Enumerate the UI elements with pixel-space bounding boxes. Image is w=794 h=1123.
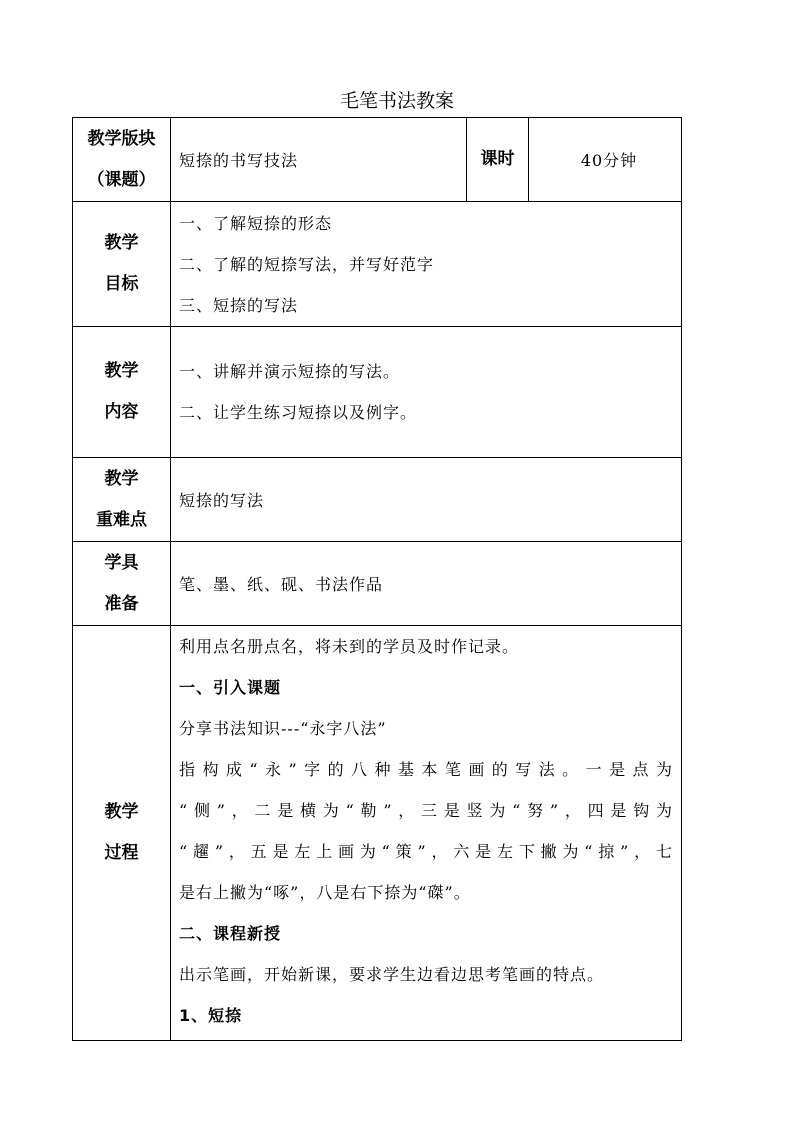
keypoints-label-line1: 教学 <box>104 468 139 489</box>
goal-item: 一、了解短捺的形态 <box>179 213 333 233</box>
keypoints-value: 短捺的写法 <box>171 458 682 542</box>
process-heading: 一、引入课题 <box>179 678 282 697</box>
module-label-line2: （课题） <box>87 169 156 190</box>
content-row <box>73 327 682 458</box>
goals-row <box>73 202 682 327</box>
page-title: 毛笔书法教案 <box>339 90 454 112</box>
goals-cell <box>171 202 682 327</box>
content-label-line2: 内容 <box>104 402 139 422</box>
content-label-cell <box>73 327 171 458</box>
goals-label-line1: 教学 <box>104 233 139 253</box>
period-label: 课时 <box>467 118 529 202</box>
process-line: 分享书法知识---“永字八法” <box>179 719 387 738</box>
materials-row <box>73 542 682 626</box>
goals-label-cell <box>73 202 171 327</box>
header-row <box>73 118 682 202</box>
process-row <box>73 626 682 1041</box>
content-cell <box>171 327 682 458</box>
goal-item: 二、了解的短捺写法，并写好范字 <box>179 254 435 274</box>
module-label-cell <box>73 118 171 202</box>
process-label-line1: 教学 <box>104 802 139 822</box>
process-heading: 1、短捺 <box>179 1006 243 1025</box>
keypoints-label-cell <box>73 458 171 542</box>
process-cell <box>171 626 682 1041</box>
process-line: 出示笔画，开始新课，要求学生边看边思考笔画的特点。 <box>179 965 605 984</box>
process-paragraph-line: 是右上撇为“啄”，八是右下捺为“磔”。 <box>179 883 471 902</box>
keypoints-label-line2: 重难点 <box>96 509 147 530</box>
goals-label-line2: 目标 <box>104 274 139 294</box>
materials-label-line1: 学具 <box>104 552 139 573</box>
materials-label-cell <box>73 542 171 626</box>
process-paragraph-line: 指构成“永”字的八种基本笔画的写法。一是点为 <box>179 760 673 779</box>
content-item: 一、讲解并演示短捺的写法。 <box>179 362 401 381</box>
goal-item: 三、短捺的写法 <box>179 295 299 315</box>
process-paragraph-line: “侧”，二是横为“勒”，三是竖为“努”，四是钩为 <box>179 801 673 820</box>
content-label-line1: 教学 <box>104 361 139 381</box>
materials-value: 笔、墨、纸、砚、书法作品 <box>171 542 682 626</box>
module-value: 短捺的书写技法 <box>171 118 467 202</box>
period-value: 40分钟 <box>529 118 682 202</box>
process-line: 利用点名册点名，将未到的学员及时作记录。 <box>179 637 520 656</box>
content-item: 二、让学生练习短捺以及例字。 <box>179 403 418 422</box>
lesson-plan-table <box>72 117 682 1041</box>
process-label-line2: 过程 <box>104 843 139 863</box>
keypoints-row <box>73 458 682 542</box>
process-label-cell <box>73 626 171 1041</box>
process-heading: 二、课程新授 <box>179 924 282 943</box>
process-paragraph-line: “趯”，五是左上画为“策”，六是左下撇为“掠”，七 <box>179 842 673 861</box>
materials-label-line2: 准备 <box>104 593 139 614</box>
module-label-line1: 教学版块 <box>87 128 156 149</box>
